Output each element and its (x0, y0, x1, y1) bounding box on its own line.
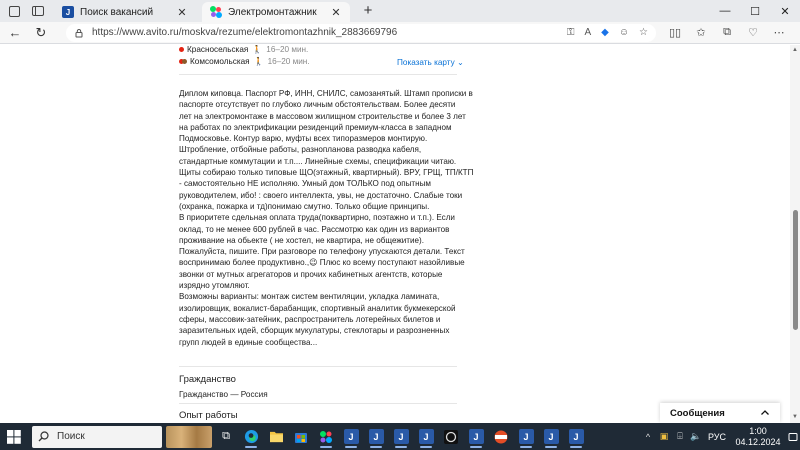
collections-icon[interactable]: ⧉ (723, 26, 731, 38)
j-app-icon[interactable]: J (540, 426, 562, 448)
task-view-icon[interactable]: ⧉ (222, 430, 230, 442)
store-icon[interactable] (290, 426, 312, 448)
show-map-label: Показать карту (397, 58, 455, 67)
description-line: воспринимаю более продуктивно.,😉 Плюс ко всему поступают назойливые (179, 258, 465, 268)
divider (179, 74, 457, 75)
windows-logo-icon (7, 430, 21, 444)
metro-station-name: Красносельская (187, 45, 249, 54)
description-line: Возможны варианты: монтаж систем вентиляции, укладка ламината, (179, 292, 440, 302)
window-controls (710, 0, 800, 22)
system-tray (640, 423, 800, 450)
close-tab-icon[interactable]: ✕ (331, 6, 341, 19)
maximize-button[interactable]: ☐ (750, 5, 760, 18)
chevron-down-icon: ⌄ (457, 58, 464, 67)
description-line: Подмосковье. Контур варю, муфты всех типоразмеров монтирую. (179, 134, 428, 144)
search-highlight-image[interactable] (166, 426, 212, 448)
description-line: заразительных идей, сборщик мукулатуры, стеклотары и разрозненных (179, 326, 450, 336)
j-app-icon[interactable]: J (365, 426, 387, 448)
refresh-button[interactable]: ↻ (35, 24, 47, 40)
lock-icon[interactable] (74, 28, 84, 38)
chevron-up-icon[interactable] (760, 408, 770, 418)
edge-browser-icon[interactable] (240, 426, 262, 448)
obs-app-icon[interactable] (440, 426, 462, 448)
avito-favicon-icon (210, 6, 222, 18)
scrollbar-thumb[interactable] (793, 210, 798, 330)
description-line: Диплом киповца. Паспорт РФ, ИНН, СНИЛС, самозанятый. Штамп прописки в (179, 89, 473, 98)
key-icon[interactable]: ⚿ (566, 27, 575, 38)
volume-icon[interactable]: 🔈 (690, 431, 702, 441)
walking-person-icon: 🚶 (253, 57, 264, 66)
browser-tab-strip (0, 0, 800, 22)
metro-station-name: Комсомольская (190, 57, 250, 66)
description-line: на работах по электрификации резиденций премиум-класса в западном (179, 122, 452, 132)
back-button[interactable]: ← (8, 25, 22, 40)
tab-label: Поиск вакансий (80, 6, 154, 18)
search-placeholder: Поиск (57, 431, 85, 442)
description-line: изрядно утомляют. (179, 281, 250, 291)
j-app-icon[interactable]: J (515, 426, 537, 448)
j-app-icon[interactable]: J (415, 426, 437, 448)
description-line: оклад, то не менее 600 рублей в час. Рассмотрю как один из вариантов (179, 224, 450, 234)
description-line: паспорте отсутствует по глубоко личным обстоятельствам. Более десяти (179, 100, 456, 110)
start-button[interactable] (0, 423, 28, 450)
scroll-down-icon[interactable]: ▼ (792, 414, 798, 420)
messages-label: Сообщения (670, 407, 725, 419)
file-explorer-icon[interactable] (265, 426, 287, 448)
metro-line-icon (179, 47, 184, 52)
description-line: сферы, массовик-затейник, распространитель лотерейных билетов и (179, 314, 441, 324)
menu-more-icon[interactable]: ⋯ (773, 27, 785, 39)
description-line: групп людей в единые сообщества... (179, 337, 318, 347)
split-screen-icon[interactable]: ▯▯ (668, 27, 682, 39)
clock-time: 1:00 (749, 425, 767, 436)
j-app-icon[interactable]: J (390, 426, 412, 448)
tab-job-search[interactable] (54, 2, 196, 22)
description-line: звонки от мутных агрегаторов и прочих кабинетных агентств, которые (179, 269, 443, 279)
tab-electrician[interactable] (202, 2, 350, 22)
taskbar-search-box[interactable] (32, 426, 162, 448)
close-tab-icon[interactable]: ✕ (177, 6, 187, 19)
description-line: руководителем, ибо! : своего интеллекта, увы, не достаточно. Слабые токи (179, 190, 463, 200)
description-line: В приоритете сдельная оплата труда(поквартирно, поэтажно и т.п.). Если (179, 213, 455, 223)
language-indicator[interactable]: РУС (707, 431, 727, 442)
metro-travel-time: 16–20 мин. (267, 57, 310, 66)
resume-description (179, 88, 474, 348)
messages-panel[interactable] (660, 403, 780, 423)
citizenship-value: Гражданство — Россия (179, 390, 268, 399)
description-line: - самостоятельно НЕ исполняю. Умный дом ТОЛЬКО под опытным (179, 179, 431, 189)
description-line: проживание на обьекте ( не хостел, не квартира, не общежитие). (179, 235, 424, 245)
tab-actions-icon[interactable] (28, 1, 48, 21)
metro-travel-time: 16–20 мин. (266, 45, 309, 54)
description-line: Щиты собираю только типовые ЩО(этажный, квартирный). ВРУ, ГРЩ, ТП/КТП (179, 168, 474, 178)
show-map-link[interactable] (397, 57, 464, 67)
metro-line-icon (179, 59, 187, 64)
description-line: изолировщик, вокалист-барабанщик, спортивный аналитик букмекерской (179, 303, 456, 313)
close-window-button[interactable]: ✕ (780, 5, 790, 18)
walking-person-icon: 🚶 (252, 45, 263, 54)
windows-taskbar (0, 423, 800, 450)
network-icon[interactable]: ⌹ (677, 431, 683, 441)
address-bar[interactable] (66, 24, 656, 42)
j-app-icon[interactable]: J (565, 426, 587, 448)
clock[interactable] (730, 426, 786, 448)
description-line: Пожалуйста, пишите. При разговоре по телефону упускаются детали. Текст (179, 247, 465, 257)
extensions-icon[interactable]: ☺ (618, 27, 630, 38)
tag-icon[interactable]: ◆ (601, 27, 609, 38)
description-line: лет на электромонтаже в массовом жилищном строительстве и более 3 лет (179, 111, 466, 121)
j-app-icon[interactable]: J (465, 426, 487, 448)
chevron-up-icon[interactable]: ^ (645, 431, 651, 442)
divider (179, 366, 457, 367)
browser-essentials-icon[interactable]: ♡ (748, 27, 758, 39)
description-line: (охранка, пожарка и тд)понимаю смутно. Только общие принципы. (179, 201, 430, 211)
divider (179, 403, 457, 404)
avito-app-icon[interactable] (315, 426, 337, 448)
favorite-star-icon[interactable]: ☆ (639, 27, 648, 38)
metro-station (179, 57, 310, 66)
page-content (0, 45, 800, 423)
new-tab-button[interactable]: + (363, 2, 373, 19)
clock-date: 04.12.2024 (735, 436, 781, 447)
tab-label: Электромонтажник (228, 6, 317, 18)
minimize-button[interactable]: — (719, 5, 731, 17)
notifications-icon[interactable] (786, 423, 800, 450)
tray-app-icon[interactable]: ▣ (659, 431, 669, 441)
scroll-up-icon[interactable]: ▲ (792, 47, 798, 53)
workspaces-icon[interactable] (4, 1, 24, 21)
read-aloud-icon[interactable]: A (584, 27, 592, 38)
description-line: Штробление, отбойные работы, разнопланова разводка кабеля, (179, 145, 422, 155)
favorites-icon[interactable]: ✩ (696, 27, 706, 39)
description-line: стандартные коммутации и т.п.... Линейные схемы, спецификации читаю. (179, 156, 457, 166)
j-app-icon[interactable]: J (340, 426, 362, 448)
metro-station (179, 45, 308, 54)
recording-app-icon[interactable] (490, 426, 512, 448)
hh-favicon-icon: J (62, 6, 74, 18)
citizenship-title: Гражданство (179, 374, 236, 385)
browser-toolbar (0, 22, 800, 44)
experience-title: Опыт работы (179, 410, 238, 421)
url-text: https://www.avito.ru/moskva/rezume/elektromontazhnik_2883669796 (92, 27, 398, 38)
search-icon (38, 431, 49, 442)
